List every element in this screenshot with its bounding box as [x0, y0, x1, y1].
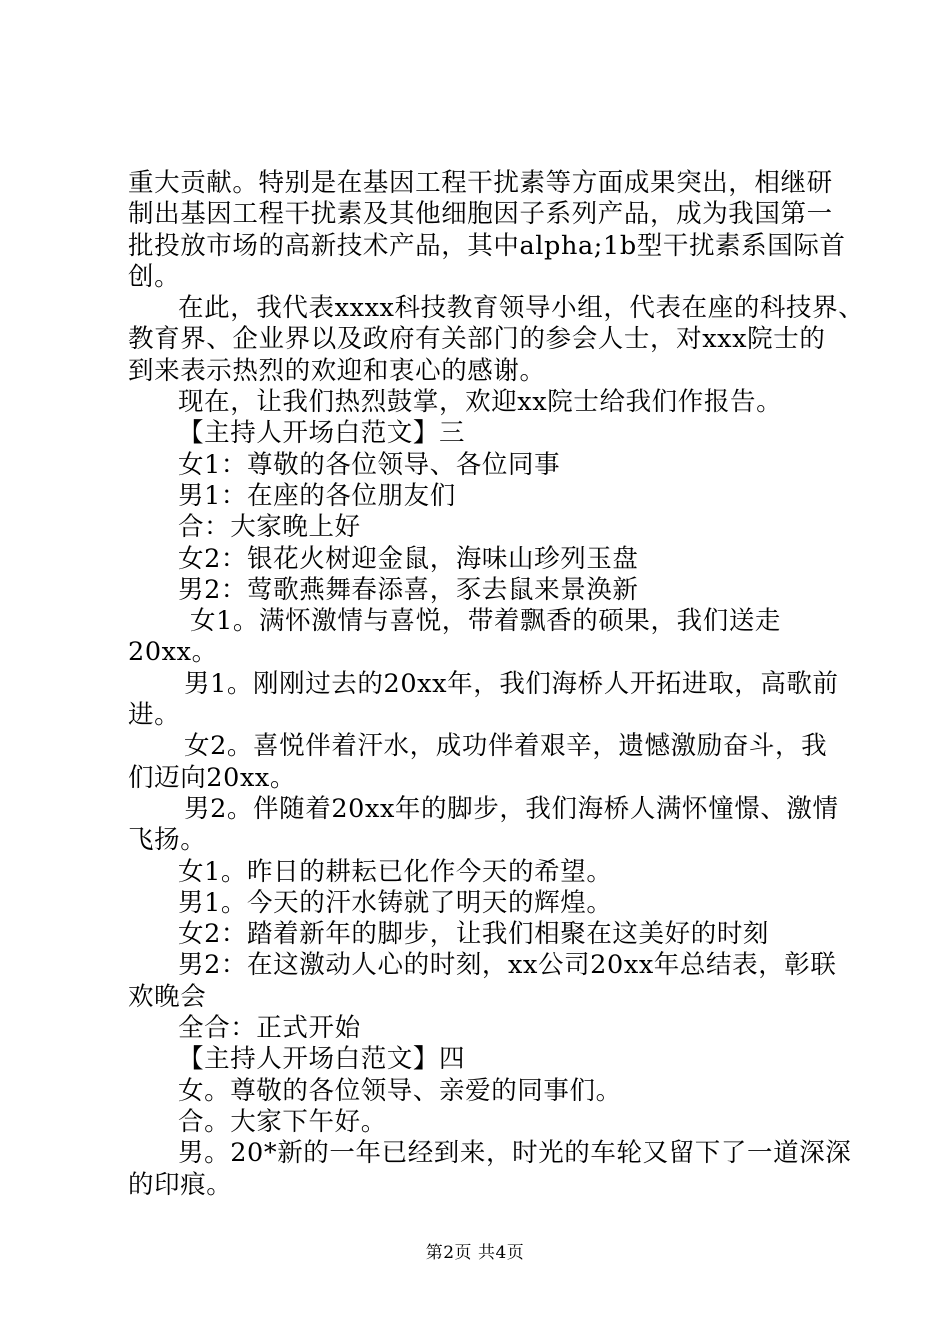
text-line: 女2：踏着新年的脚步，让我们相聚在这美好的时刻	[178, 919, 770, 950]
text-line: 女1。满怀激情与喜悦，带着飘香的硕果，我们送走	[190, 606, 782, 637]
text-line: 女。尊敬的各位领导、亲爱的同事们。	[178, 1075, 622, 1106]
text-line: 重大贡献。特别是在基因工程干扰素等方面成果突出，相继研	[128, 168, 833, 198]
text-line: 欢晚会	[128, 981, 207, 1012]
page-footer: 第2页 共4页	[425, 1243, 525, 1263]
text-line: 女1：尊敬的各位领导、各位同事	[178, 449, 561, 480]
text-line: 全合：正式开始	[178, 1013, 361, 1044]
text-line: 女1。昨日的耕耘已化作今天的希望。	[178, 856, 613, 887]
text-line: 合。大家下午好。	[178, 1106, 387, 1137]
text-line: 男1。今天的汗水铸就了明天的辉煌。	[178, 887, 613, 918]
document-body	[128, 168, 865, 1201]
text-line: 男1：在座的各位朋友们	[178, 480, 456, 511]
text-line: 男2：莺歌燕舞春添喜，豕去鼠来景涣新	[178, 574, 639, 605]
text-line: 教育界、企业界以及政府有关部门的参会人士，对xxx院士的	[128, 324, 826, 355]
section-heading: 【主持人开场白范文】三	[178, 418, 466, 449]
text-line: 男2。伴随着20xx年的脚步，我们海桥人满怀憧憬、激情	[184, 793, 839, 824]
text-line: 女2。喜悦伴着汗水，成功伴着艰辛，遗憾激励奋斗，我	[184, 731, 828, 762]
text-line: 制出基因工程干扰素及其他细胞因子系列产品，成为我国第一	[128, 199, 833, 230]
text-line: 到来表示热烈的欢迎和衷心的感谢。	[128, 355, 546, 386]
text-line: 男。20*新的一年已经到来，时光的车轮又留下了一道深深	[178, 1138, 852, 1169]
text-line: 的印痕。	[128, 1169, 233, 1200]
text-line: 创。	[128, 261, 181, 292]
text-line: 男1。刚刚过去的20xx年，我们海桥人开拓进取，高歌前	[184, 668, 839, 699]
section-heading: 【主持人开场白范文】四	[178, 1044, 466, 1075]
text-line: 们迈向20xx。	[128, 762, 297, 793]
text-line: 进。	[128, 700, 181, 731]
text-line: 飞扬。	[128, 825, 207, 856]
text-line: 合：大家晚上好	[178, 512, 361, 543]
text-line: 批投放市场的高新技术产品，其中alpha;1b型干扰素系国际首	[128, 230, 846, 261]
text-line: 女2：银花火树迎金鼠，海味山珍列玉盘	[178, 543, 639, 574]
text-line: 20xx。	[128, 637, 218, 668]
text-line: 现在，让我们热烈鼓掌，欢迎xx院士给我们作报告。	[178, 387, 783, 418]
text-line: 在此，我代表xxxx科技教育领导小组，代表在座的科技界、	[178, 293, 865, 324]
text-line: 男2：在这激动人心的时刻，xx公司20xx年总结表，彰联	[178, 950, 837, 981]
